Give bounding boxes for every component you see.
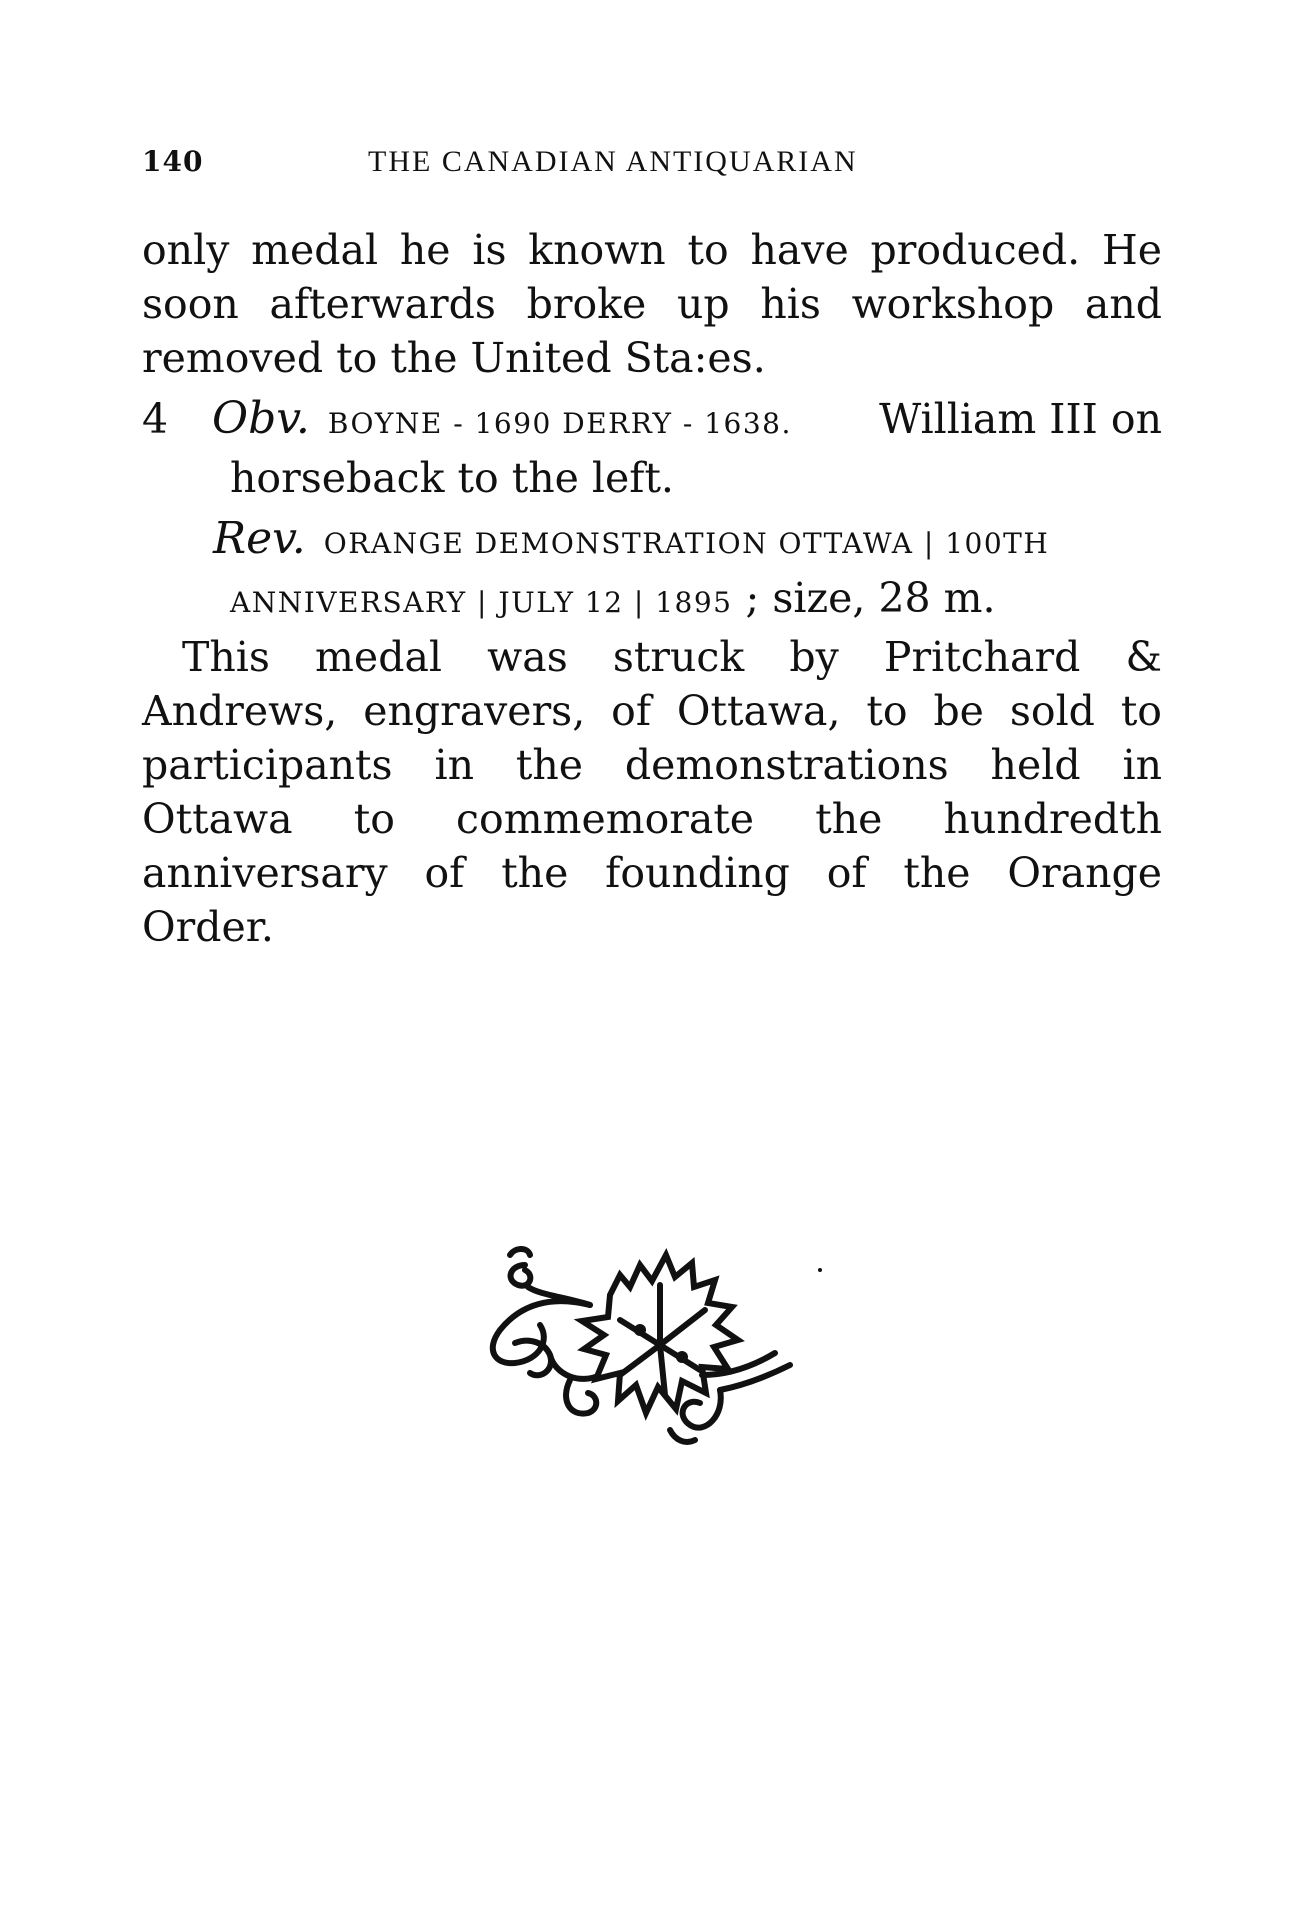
obverse-description-end: horseback to the left. xyxy=(230,454,674,502)
vine-leaf-ornament-icon xyxy=(470,1225,830,1455)
reverse-label: Rev. xyxy=(213,513,306,564)
obverse-legend: BOYNE - 1690 DERRY - 1638. xyxy=(327,407,792,440)
paragraph-continued: only medal he is known to have produced. He soon afterwards broke up his workshop and removed to the United Sta:es. xyxy=(142,226,1162,382)
reverse-legend-line1: ORANGE DEMONSTRATION OTTAWA | 100TH xyxy=(323,527,1050,560)
obverse-description-start: William III on xyxy=(879,395,1162,443)
obverse-label: Obv. xyxy=(212,393,310,444)
running-head xyxy=(142,145,1162,185)
medal-size: ; size, 28 m. xyxy=(745,574,996,622)
journal-title: THE CANADIAN ANTIQUARIAN xyxy=(368,145,858,178)
medal-entry-obverse xyxy=(142,392,1162,505)
medal-entry-reverse xyxy=(213,512,1162,630)
entry-number: 4 xyxy=(142,395,169,443)
reverse-legend-line2: ANNIVERSARY | JULY 12 | 1895 xyxy=(230,586,733,619)
paragraph-medal-history: This medal was struck by Pritchard & Andrews, engravers, of Ottawa, to be sold to participants in the demonstrations held in Ottawa to commemorate the hundredth anniversary of the founding of the Orange Order. xyxy=(142,633,1162,951)
page-number: 140 xyxy=(142,145,204,178)
